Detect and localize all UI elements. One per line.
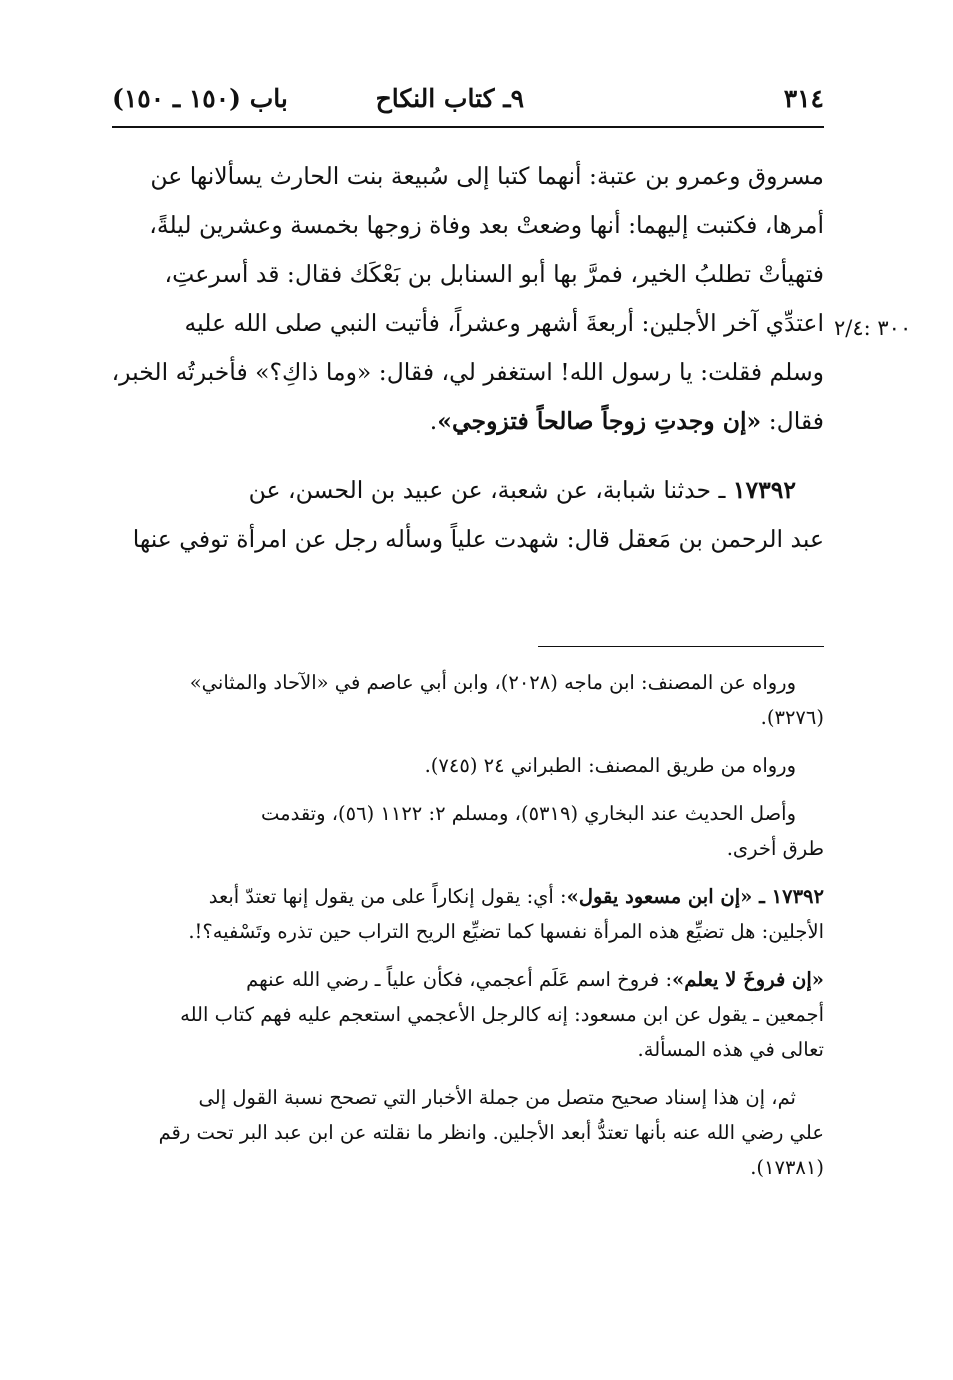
hadith-number: ١٧٣٩٢ bbox=[732, 476, 796, 504]
main-text bbox=[112, 152, 824, 564]
note-line: الأجلين: هل تضيِّع هذه المرأة نفسها كما تضيِّع الريح التراب حين تذره وتَسْفيه؟!. bbox=[188, 920, 824, 943]
note-line bbox=[112, 879, 824, 914]
footnote bbox=[112, 665, 824, 735]
header-rule bbox=[112, 126, 824, 128]
footnote bbox=[112, 962, 824, 1067]
footnote bbox=[112, 1080, 824, 1185]
note-line bbox=[112, 962, 824, 997]
text-line: مسروق وعمرو بن عتبة: أنهما كتبا إلى سُبيعة بنت الحارث يسألانها عن bbox=[150, 162, 824, 190]
hadith-line bbox=[112, 466, 824, 515]
note-line: (٣٢٧٦). bbox=[760, 706, 824, 729]
quote-prefix: فقال: bbox=[761, 407, 824, 435]
text-line bbox=[112, 397, 824, 446]
text-line: عبد الرحمن بن مَعقل قال: شهدت علياً وسأله رجل عن امرأة توفي عنها bbox=[132, 525, 824, 553]
margin-reference: ٣٠٠ :٢/٤ bbox=[834, 316, 912, 340]
footnote bbox=[112, 748, 824, 783]
text-line: أمرها، فكتبت إليهما: أنها وضعتْ بعد وفاة زوجها بخمسة وعشرين ليلةً، bbox=[149, 211, 824, 239]
note-line: أجمعين ـ يقول عن ابن مسعود: إنه كالرجل الأعجمي استعجم عليه فهم كتاب الله bbox=[180, 1003, 824, 1026]
text-line: وسلم فقلت: يا رسول الله! استغفر لي، فقال: «وما ذاكِ؟» فأخبرتُه الخبر، bbox=[112, 358, 824, 386]
text-line: اعتدِّي آخر الأجلين: أربعةَ أشهر وعشراً، فأتيت النبي صلى الله عليه bbox=[184, 309, 824, 337]
note-line: ثم، إن هذا إسناد صحيح متصل من جملة الأخبار التي تصحح نسبة القول إلى bbox=[198, 1086, 796, 1109]
note-text: : فروخ اسم عَلَم أعجمي، فكأن علياً ـ رضي الله عنهم bbox=[246, 968, 673, 991]
text-line: فتهيأتْ تطلبُ الخير، فمرَّ بها أبو السنابل بن بَعْكَك فقال: قد أسرعتِ، bbox=[164, 260, 824, 288]
quote-suffix: . bbox=[429, 407, 438, 435]
note-line: علي رضي الله عنه بأنها تعتدُّ أبعد الأجلين. وانظر ما نقلته عن ابن عبد البر تحت رقم bbox=[158, 1121, 824, 1144]
book-title: ٩ـ كتاب النكاح bbox=[375, 84, 524, 113]
note-line: تعالى في هذه المسألة. bbox=[637, 1038, 824, 1061]
page-number: ٣١٤ bbox=[783, 84, 824, 113]
note-text: : أي: يقول إنكاراً على من يقول إنها تعتدّ أبعد bbox=[208, 885, 567, 908]
paragraph-gap bbox=[112, 446, 824, 466]
note-line: ورواه عن المصنف: ابن ماجه (٢٠٢٨)، وابن أبي عاصم في «الآحاد والمثاني» bbox=[189, 671, 796, 694]
footnote bbox=[112, 879, 824, 949]
note-lemma: ١٧٣٩٢ ـ «إن ابن مسعود يقول» bbox=[566, 885, 824, 908]
note-lemma: «إن فروخَ لا يعلم» bbox=[672, 968, 824, 991]
note-line: طرق أخرى. bbox=[726, 837, 824, 860]
footnotes bbox=[112, 665, 824, 1198]
note-line: ورواه من طريق المصنف: الطبراني ٢٤ (٧٤٥). bbox=[424, 754, 796, 777]
hadith-text: ـ حدثنا شبابة، عن شعبة، عن عبيد بن الحسن، عن bbox=[248, 476, 733, 504]
footnote bbox=[112, 796, 824, 866]
prophetic-quote: «إن وجدتِ زوجاً صالحاً فتزوجي» bbox=[437, 407, 762, 435]
page-header bbox=[112, 84, 824, 124]
footnote-rule bbox=[538, 646, 824, 647]
chapter-label: باب (١٥٠ ـ ١٥٠) bbox=[112, 84, 288, 113]
note-line: وأصل الحديث عند البخاري (٥٣١٩)، ومسلم ٢: ١١٢٢ (٥٦)، وتقدمت bbox=[260, 802, 796, 825]
note-line: (١٧٣٨١). bbox=[750, 1156, 824, 1179]
